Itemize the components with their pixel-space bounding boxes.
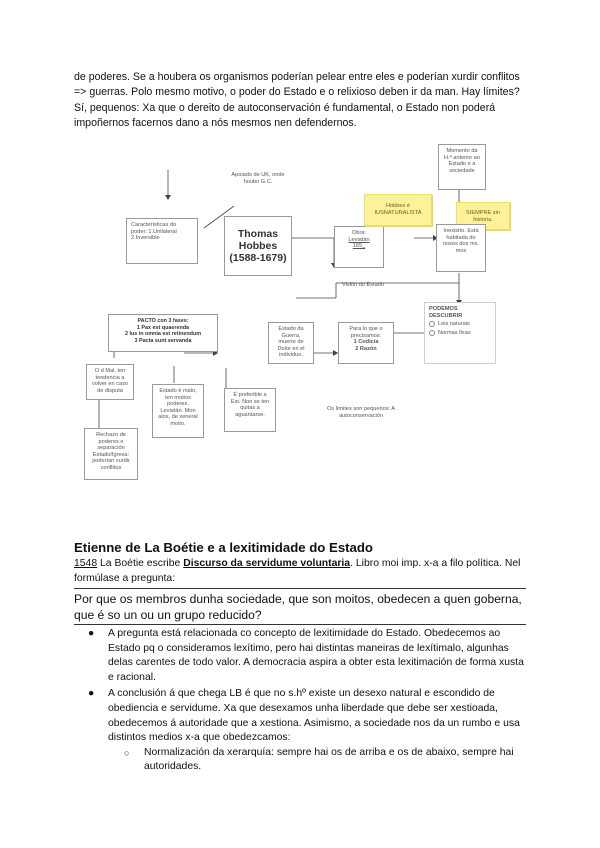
obra-label: Obra:	[352, 230, 366, 236]
sticky-right: SIEMPRE sin historia.	[456, 202, 510, 230]
label-vision-estado: Visión do Estado	[342, 282, 384, 288]
node-obra	[334, 226, 384, 268]
hollow-bullet-icon: ○	[124, 747, 130, 758]
para-item-1: 1 Codicia	[353, 339, 379, 346]
podemos-option-2[interactable]	[429, 330, 491, 337]
obra-title: Leviatán	[348, 236, 370, 243]
intro-text-a: La Boétie escribe	[97, 558, 184, 569]
podemos-option-1-label: Leis naturais	[438, 321, 470, 328]
bullet-icon: ●	[88, 688, 95, 700]
bullet-text-2: A conclusión á que chega LB é que no s.hº existe un desexo natural e escondido de obediencia e servidume. Xa que desexamos unha liberdade que debe ser xestioada, obedecemos á autoridade que a xestiona. Asimismo, a sociedade nos da un rumbo e usa distintos medios x-a que obedezcamos:	[108, 688, 520, 744]
bullet-icon: ●	[88, 628, 95, 639]
bullet-list	[74, 627, 526, 777]
question-rule-bottom	[74, 624, 526, 625]
top-paragraph: de poderes. Se a houbera os organismos poderían pelear entre eles e poderían xurdir conflitos => guerras. Polo mesmo motivo, o poder do Estado e o relixioso deben ir da man. Hay límites? Sí, pequenos: Xa que o dereito de autoconservación é fundamental, o Estado non poderá impoñernos facernos dano a nós mesmos nen defendernos.	[74, 71, 520, 130]
node-pacto	[108, 314, 218, 352]
podemos-title: PODEMOS DESCUBRIR	[429, 306, 463, 319]
pacto-phase-3: 3 Pacta sunt servanda	[134, 337, 192, 344]
question-text: Por que os membros dunha sociedade, que son moitos, obedecen a quen goberna, que é so un ou un grupo reducido?	[74, 592, 522, 622]
hobbes-concept-map	[84, 138, 524, 498]
intro-paragraph	[74, 557, 526, 586]
podemos-option-1[interactable]	[429, 321, 491, 328]
node-rechazo: Rechazo de poderes e separación Estado/Igrexa: poderían xurdir conflitos	[84, 428, 138, 480]
para-item-2: 2 Razón	[355, 345, 377, 352]
pacto-phase-1: 1 Pax est quaerenda	[136, 324, 190, 331]
node-inexistio: Inexistío. Está habitada do nosos dos ms. mos	[436, 224, 486, 272]
node-estado-guerra: Estado da Guerra, muerte de Dolor en el individuo.	[268, 322, 314, 364]
node-estado-malo: Estado é malo, ten moitos poderes. Leviatán. Mon alos, de xeneral moito.	[152, 384, 204, 438]
pacto-title: PACTO con 3 fases:	[137, 318, 189, 324]
bullet-text-1: A pregunta está relacionada co concepto de lexitimidade do Estado. Obedecemos ao Estado pq o consideramos lexítimo, pero hai distintas maneiras de lexítimalo, algunhas delas carentes de todo valor. A democracia aspira a obter esta lexitimación de forma xusta e racional.	[108, 628, 524, 683]
node-preferible: É preferible a Est. Non se ten quitas a aguantarse.	[224, 388, 276, 432]
intro-book-title: Discurso da servidume voluntaria	[183, 558, 351, 569]
obra-year: 165_	[352, 243, 366, 250]
radio-icon	[429, 321, 435, 327]
list-item	[108, 746, 526, 775]
sticky-iusnaturalista: Hobbes é IUSNATURALISTA	[364, 194, 432, 226]
radio-icon	[429, 330, 435, 336]
node-momento: Momento da H.ª anterior ao Estado e a sociedade	[438, 144, 486, 190]
node-para-lo-que	[338, 322, 394, 364]
sub-bullet-text-1: Normalización da xerarquía: sempre hai os de arriba e os de abaixo, sempre hai autoridades.	[144, 746, 514, 773]
node-limites: Os límites son pequenos: A autoconservación	[326, 406, 396, 419]
list-item	[74, 627, 526, 685]
node-podemos-descubrir	[424, 302, 496, 364]
intro-year: 1548	[74, 558, 98, 569]
pacto-phase-2: 2 Ius in omnia est retinendum	[124, 331, 202, 338]
node-caracteristicas: Características do poder: 1.Unilateral 2.Inversible	[126, 218, 198, 264]
podemos-option-2-label: Normas fixas	[438, 329, 471, 336]
node-thomas-hobbes: Thomas Hobbes (1588-1679)	[224, 216, 292, 276]
section-title: Etienne de La Boétie e a lexitimidade do Estado	[74, 540, 373, 555]
sub-bullet-list	[108, 746, 526, 775]
node-o-mal: O d Mal, ten tendencia a volver en caso de disputa	[86, 364, 134, 400]
list-item	[74, 687, 526, 775]
node-apoiado: Apoiado de UK, onde houbo G.C.	[231, 172, 285, 185]
question-rule-top	[74, 588, 526, 589]
intro-text-b: . Libro moi imp. x-a a filo política. Nel formúlase a pregunta:	[74, 558, 521, 584]
para-lo-que-label: Para lo que o precisamos:	[349, 326, 383, 339]
